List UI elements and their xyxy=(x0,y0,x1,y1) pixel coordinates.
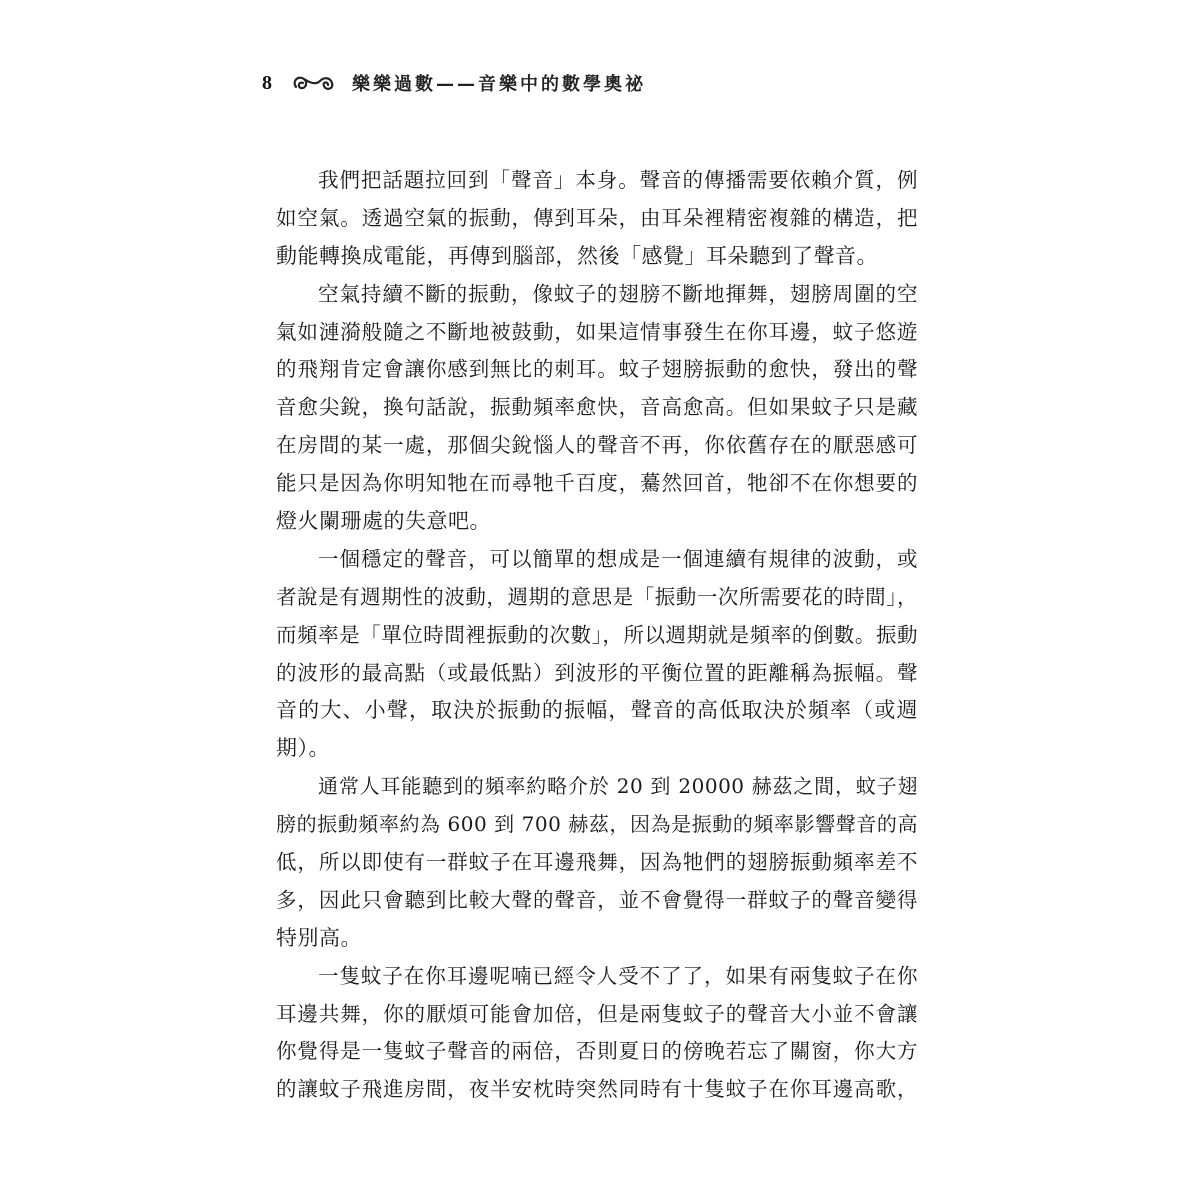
text-line: 音的大、小聲，取決於振動的振幅，聲音的高低取決於頻率（或週 xyxy=(276,698,918,723)
text-line: 膀的振動頻率約為 600 到 700 赫茲，因為是振動的頻率影響聲音的高 xyxy=(276,812,918,837)
running-header xyxy=(262,66,646,100)
text-line: 期）。 xyxy=(276,736,330,761)
text-line: 如空氣。透過空氣的振動，傳到耳朵，由耳朵裡精密複雜的構造，把 xyxy=(276,205,918,230)
text-line: 者說是有週期性的波動，週期的意思是「振動一次所需要花的時間」， xyxy=(276,584,918,609)
text-line: 的飛翔肯定會讓你感到無比的刺耳。蚊子翅膀振動的愈快，發出的聲 xyxy=(276,357,918,382)
text-line: 多，因此只會聽到比較大聲的聲音，並不會覺得一群蚊子的聲音變得 xyxy=(276,887,918,912)
text-line: 低，所以即使有一群蚊子在耳邊飛舞，因為牠們的翅膀振動頻率差不 xyxy=(276,850,918,875)
text-line: 音愈尖銳，換句話說，振動頻率愈快，音高愈高。但如果蚊子只是藏 xyxy=(276,395,918,420)
text-line: 一隻蚊子在你耳邊呢喃已經令人受不了了，如果有兩隻蚊子在你 xyxy=(318,963,918,988)
curl-ornament-icon xyxy=(290,71,338,95)
text-line: 而頻率是「單位時間裡振動的次數」，所以週期就是頻率的倒數。振動 xyxy=(276,622,918,647)
page-number: 8 xyxy=(262,71,272,94)
text-line: 你覺得是一隻蚊子聲音的兩倍，否則夏日的傍晚若忘了關窗，你大方 xyxy=(276,1039,918,1064)
text-line: 氣如漣漪般隨之不斷地被鼓動，如果這情事發生在你耳邊，蚊子悠遊 xyxy=(276,319,918,344)
text-line: 能只是因為你明知牠在而尋牠千百度，驀然回首，牠卻不在你想要的 xyxy=(276,471,918,496)
text-line: 通常人耳能聽到的頻率約略介於 20 到 20000 赫茲之間，蚊子翅 xyxy=(318,774,918,799)
text-line: 在房間的某一處，那個尖銳惱人的聲音不再，你依舊存在的厭惡感可 xyxy=(276,433,918,458)
text-line: 空氣持續不斷的振動，像蚊子的翅膀不斷地揮舞，翅膀周圍的空 xyxy=(318,281,918,306)
text-line: 燈火闌珊處的失意吧。 xyxy=(276,509,491,534)
text-line: 的讓蚊子飛進房間，夜半安枕時突然同時有十隻蚊子在你耳邊高歌， xyxy=(276,1077,918,1102)
book-title: 樂樂過數——音樂中的數學奧祕 xyxy=(352,74,646,95)
text-line: 特別高。 xyxy=(276,925,362,950)
text-line: 一個穩定的聲音，可以簡單的想成是一個連續有規律的波動，或 xyxy=(318,546,918,571)
body-text xyxy=(276,162,918,1109)
text-line: 耳邊共舞，你的厭煩可能會加倍，但是兩隻蚊子的聲音大小並不會讓 xyxy=(276,1001,918,1026)
text-line: 的波形的最高點（或最低點）到波形的平衡位置的距離稱為振幅。聲 xyxy=(276,660,918,685)
text-line: 我們把話題拉回到「聲音」本身。聲音的傳播需要依賴介質，例 xyxy=(318,168,918,192)
text-line: 動能轉換成電能，再傳到腦部，然後「感覺」耳朵聽到了聲音。 xyxy=(276,243,878,268)
